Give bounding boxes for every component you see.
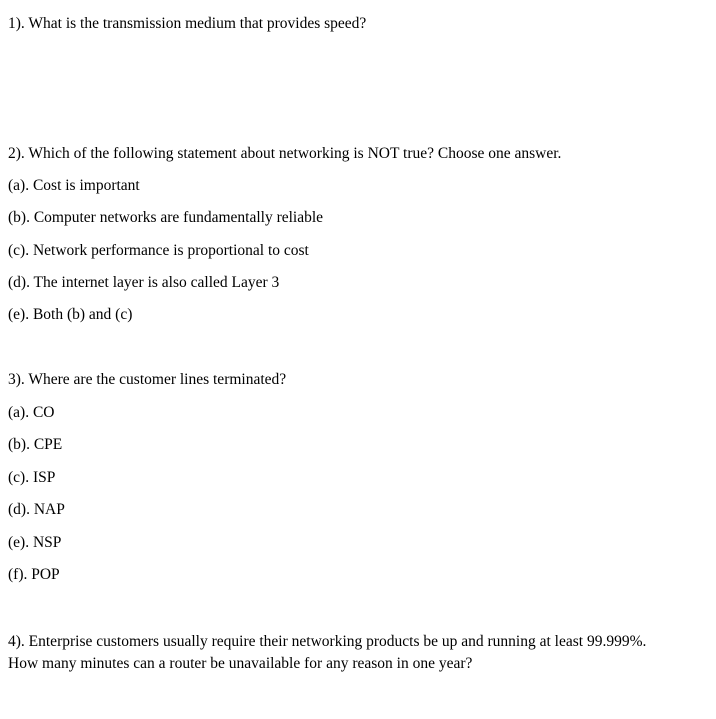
- question-3-option-c: (c). ISP: [8, 469, 56, 486]
- question-2-option-b: (b). Computer networks are fundamentally reliable: [8, 209, 324, 226]
- question-3-option-a: (a). CO: [8, 404, 55, 421]
- question-3-option-f: (f). POP: [8, 566, 60, 583]
- question-2-option-e: (e). Both (b) and (c): [8, 306, 133, 323]
- question-4: [8, 631, 646, 675]
- question-2-option-a: (a). Cost is important: [8, 177, 140, 194]
- question-2-prompt: 2). Which of the following statement about networking is NOT true? Choose one answer.: [8, 145, 562, 162]
- question-2-option-c: (c). Network performance is proportional to cost: [8, 242, 309, 259]
- question-4-prompt-line-1: 4). Enterprise customers usually require their networking products be up and running at least 99.999%.: [8, 633, 647, 650]
- question-1-prompt: 1). What is the transmission medium that provides speed?: [8, 15, 367, 32]
- question-4-prompt-line-2: How many minutes can a router be unavailable for any reason in one year?: [8, 655, 473, 672]
- question-3-option-e: (e). NSP: [8, 534, 62, 551]
- question-2-option-d: (d). The internet layer is also called Layer 3: [8, 274, 280, 291]
- question-3-option-b: (b). CPE: [8, 436, 63, 453]
- question-3-prompt: 3). Where are the customer lines terminated?: [8, 371, 287, 388]
- question-3-option-d: (d). NAP: [8, 501, 65, 518]
